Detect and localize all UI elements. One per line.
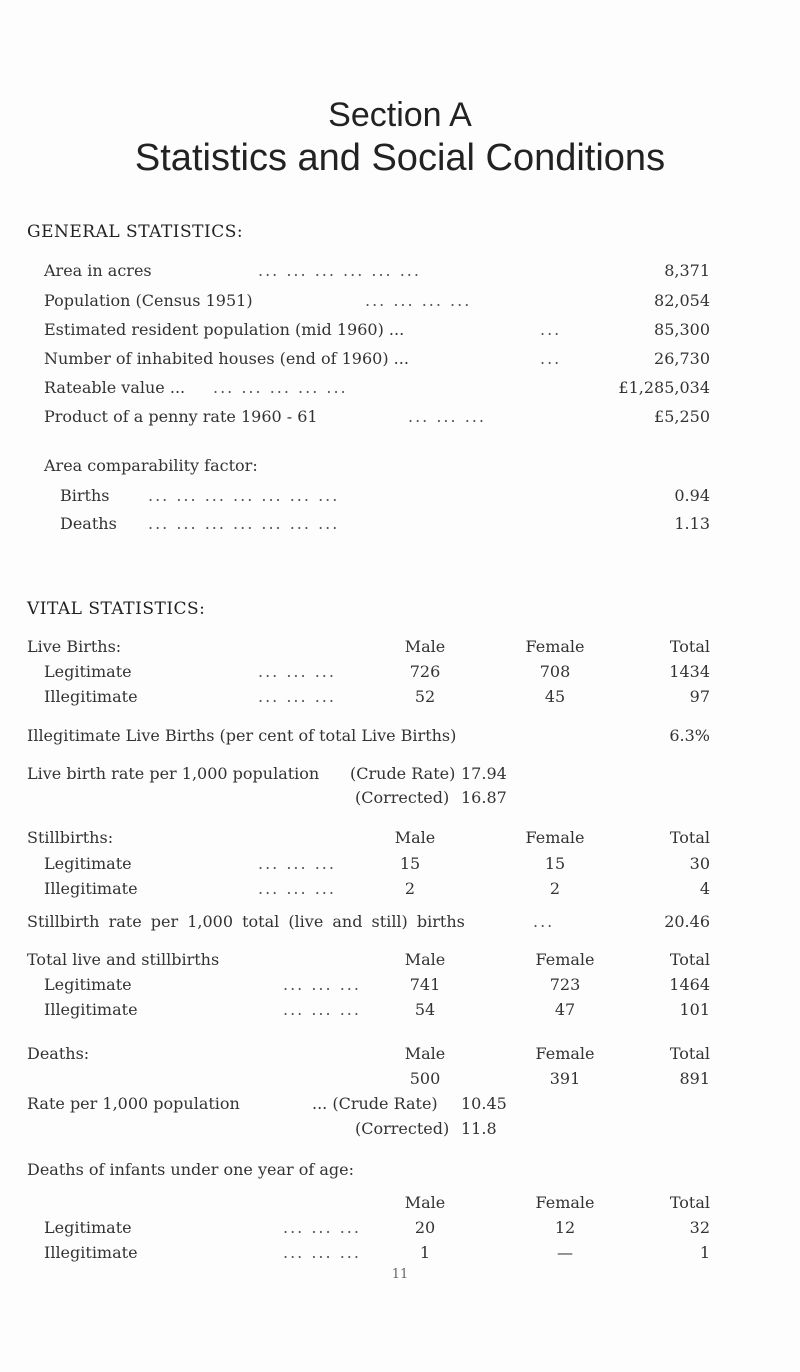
vital-statistics-heading: VITAL STATISTICS: <box>27 599 206 619</box>
male-value: 15 <box>399 854 421 873</box>
female-value: 708 <box>539 662 571 681</box>
male-value: 741 <box>409 975 441 994</box>
leader-dots: ... ... ... ... ... ... ... <box>148 486 340 505</box>
col-total: Total <box>669 828 710 847</box>
leader-dots: ... ... ... ... ... <box>213 378 348 397</box>
leader-dots: ... <box>540 320 562 339</box>
stillbirth-rate-value: 20.46 <box>664 912 710 931</box>
crude-rate-value: 17.94 <box>461 764 507 783</box>
row-label: Illegitimate <box>44 687 138 706</box>
row-value: 82,054 <box>654 291 710 310</box>
female-value: 391 <box>549 1069 581 1088</box>
row-label: Deaths <box>60 514 117 533</box>
col-female: Female <box>525 828 585 847</box>
infant-deaths-label: Deaths of infants under one year of age: <box>27 1160 355 1179</box>
general-statistics-heading: GENERAL STATISTICS: <box>27 222 244 242</box>
male-value: 726 <box>409 662 441 681</box>
corrected-rate-value: 11.8 <box>461 1119 497 1138</box>
col-female: Female <box>535 1193 595 1212</box>
section-label: Section A <box>328 96 472 134</box>
leader-dots: ... ... ... ... ... ... <box>258 261 421 280</box>
col-female: Female <box>535 1044 595 1063</box>
female-value: 723 <box>549 975 581 994</box>
leader-dots: ... ... ... <box>258 879 336 898</box>
total-value: 4 <box>699 879 710 898</box>
row-label: Legitimate <box>44 975 132 994</box>
row-label: Estimated resident population (mid 1960) ... <box>44 320 405 339</box>
male-value: 54 <box>414 1000 436 1019</box>
total-value: 101 <box>679 1000 710 1019</box>
leader-dots: ... <box>533 912 555 931</box>
col-male: Male <box>404 1044 446 1063</box>
birth-rate-label: Live birth rate per 1,000 population <box>27 764 320 783</box>
male-value: 52 <box>414 687 436 706</box>
stillbirths-label: Stillbirths: <box>27 828 114 847</box>
crude-rate-value: 10.45 <box>461 1094 507 1113</box>
row-label: Illegitimate <box>44 1243 138 1262</box>
illegitimate-percent-value: 6.3% <box>669 726 710 745</box>
col-female: Female <box>535 950 595 969</box>
leader-dots: ... ... ... <box>283 1218 361 1237</box>
corrected-rate-label: (Corrected) <box>355 1119 450 1138</box>
corrected-rate-label: (Corrected) <box>355 788 450 807</box>
deaths-label: Deaths: <box>27 1044 90 1063</box>
corrected-rate-value: 16.87 <box>461 788 507 807</box>
page-number: 11 <box>391 1267 409 1282</box>
female-value: — <box>557 1243 573 1262</box>
leader-dots: ... ... ... <box>283 1000 361 1019</box>
stillbirth-rate-label: Stillbirth rate per 1,000 total (live and still) births <box>27 912 465 931</box>
total-value: 1434 <box>669 662 710 681</box>
total-value: 1 <box>699 1243 710 1262</box>
row-value: £1,285,034 <box>618 378 710 397</box>
male-value: 2 <box>404 879 416 898</box>
row-label: Legitimate <box>44 854 132 873</box>
row-label: Product of a penny rate 1960 - 61 <box>44 407 318 426</box>
total-value: 32 <box>689 1218 710 1237</box>
row-label: Illegitimate <box>44 879 138 898</box>
row-label: Legitimate <box>44 1218 132 1237</box>
leader-dots: ... ... ... <box>283 975 361 994</box>
total-births-label: Total live and stillbirths <box>27 950 220 969</box>
col-total: Total <box>669 1193 710 1212</box>
col-total: Total <box>669 950 710 969</box>
total-value: 97 <box>689 687 710 706</box>
leader-dots: ... ... ... ... <box>365 291 472 310</box>
illegitimate-percent-label: Illegitimate Live Births (per cent of total Live Births) <box>27 726 457 745</box>
crude-rate-label: (Crude Rate) <box>350 764 456 783</box>
row-value: 8,371 <box>664 261 710 280</box>
leader-dots: ... ... ... <box>258 687 336 706</box>
crude-rate-label: ... (Crude Rate) <box>312 1094 438 1113</box>
female-value: 12 <box>554 1218 576 1237</box>
total-value: 30 <box>689 854 710 873</box>
female-value: 45 <box>544 687 566 706</box>
col-male: Male <box>404 637 446 656</box>
col-male: Male <box>394 828 436 847</box>
row-label: Births <box>60 486 110 505</box>
col-total: Total <box>669 1044 710 1063</box>
total-value: 891 <box>679 1069 710 1088</box>
col-female: Female <box>525 637 585 656</box>
row-value: 26,730 <box>654 349 710 368</box>
leader-dots: ... ... ... <box>283 1243 361 1262</box>
female-value: 2 <box>549 879 561 898</box>
row-label: Number of inhabited houses (end of 1960) ... <box>44 349 409 368</box>
row-label: Illegitimate <box>44 1000 138 1019</box>
col-total: Total <box>669 637 710 656</box>
row-value: 1.13 <box>674 514 710 533</box>
male-value: 1 <box>419 1243 431 1262</box>
row-value: 85,300 <box>654 320 710 339</box>
page-title: Statistics and Social Conditions <box>134 137 666 179</box>
death-rate-label: Rate per 1,000 population <box>27 1094 240 1113</box>
row-value: £5,250 <box>654 407 710 426</box>
row-label: Area in acres <box>44 261 152 280</box>
male-value: 20 <box>414 1218 436 1237</box>
col-male: Male <box>404 1193 446 1212</box>
female-value: 47 <box>554 1000 576 1019</box>
leader-dots: ... ... ... <box>258 662 336 681</box>
total-value: 1464 <box>669 975 710 994</box>
row-value: 0.94 <box>674 486 710 505</box>
leader-dots: ... ... ... <box>258 854 336 873</box>
row-label: Legitimate <box>44 662 132 681</box>
row-label: Rateable value ... <box>44 378 186 397</box>
leader-dots: ... ... ... ... ... ... ... <box>148 514 340 533</box>
col-male: Male <box>404 950 446 969</box>
leader-dots: ... <box>540 349 562 368</box>
row-label: Population (Census 1951) <box>44 291 253 310</box>
comparability-label: Area comparability factor: <box>44 456 258 475</box>
live-births-label: Live Births: <box>27 637 122 656</box>
leader-dots: ... ... ... <box>408 407 486 426</box>
male-value: 500 <box>409 1069 441 1088</box>
female-value: 15 <box>544 854 566 873</box>
